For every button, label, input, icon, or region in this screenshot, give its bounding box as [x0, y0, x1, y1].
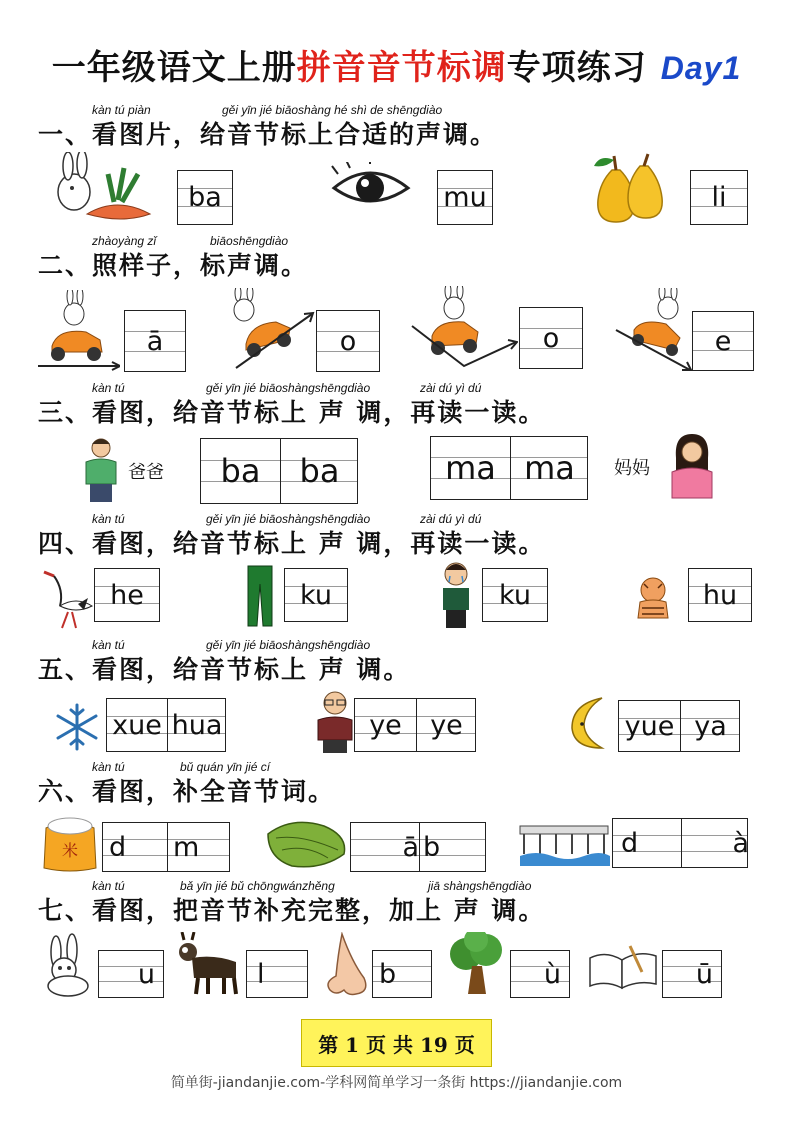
syllable-text: hu	[702, 579, 738, 611]
pinyin-zai-du: zài dú yì dú	[420, 381, 482, 395]
donkey-picture	[174, 932, 244, 998]
rabbit-picture	[34, 932, 98, 998]
syllable-pair-box[interactable]	[618, 700, 740, 752]
syllable-box[interactable]	[246, 950, 308, 998]
syllable-box[interactable]	[688, 568, 752, 622]
syllable-text: d	[109, 831, 127, 863]
bridge-picture	[516, 808, 612, 870]
nose-picture	[322, 932, 370, 1000]
syllable-box[interactable]	[662, 950, 722, 998]
syllable-box[interactable]	[94, 568, 160, 622]
label-mama: 妈妈	[614, 458, 650, 479]
syllable-text: ba	[220, 452, 261, 490]
syllable-text: d	[621, 827, 639, 859]
syllable-text: u	[137, 958, 155, 990]
tone-box[interactable]	[316, 310, 380, 372]
pinyin-end: jiā shàngshēngdiào	[428, 879, 532, 893]
rabbit-scooter-falling	[612, 288, 694, 372]
title-part1: 一年级语文上册	[51, 48, 297, 88]
grandpa-picture	[314, 690, 356, 754]
syllable-box[interactable]	[98, 950, 164, 998]
pinyin-rest: gěi yīn jié biāoshàng hé shì de shēngdiào	[222, 103, 443, 117]
syllable-text: l	[257, 958, 265, 990]
pants-picture	[246, 564, 274, 628]
syllable-box[interactable]	[284, 568, 348, 622]
syllable-pair-box[interactable]	[354, 698, 476, 752]
tone-text: o	[339, 325, 357, 357]
rice-bag-picture	[40, 812, 100, 874]
section-heading: 一、看图片，给音节标上合适的声调。	[38, 120, 498, 149]
rabbit-carrot-picture	[42, 152, 154, 224]
rice-char: 米	[62, 841, 79, 860]
syllable-pair-box[interactable]	[106, 698, 226, 752]
page-indicator: 第 1 页 共 19 页	[301, 1019, 492, 1067]
title-day: Day1	[660, 50, 742, 86]
tone-box[interactable]	[692, 311, 754, 371]
syllable-text: li	[711, 182, 727, 213]
syllable-text: m	[173, 831, 200, 863]
pinyin-middle: bǔ quán yīn jié cí	[180, 760, 271, 774]
syllable-box[interactable]	[437, 170, 493, 225]
syllable-text: ye	[430, 709, 463, 741]
syllable-text: mu	[443, 182, 487, 213]
tone-text: e	[714, 325, 732, 357]
syllable-text: ba	[299, 452, 340, 490]
page-title	[0, 40, 793, 89]
syllable-text: ye	[369, 709, 402, 741]
syllable-text: ku	[300, 579, 332, 611]
tone-text: o	[542, 322, 560, 354]
section-heading: 二、照样子，标声调。	[38, 251, 309, 280]
footer-watermark: 简单街-jiandanjie.com-学科网简单学习一条街 https://jiandanjie.com	[170, 1075, 623, 1091]
pinyin-zhaoyang: zhàoyàng zǐ	[92, 234, 157, 248]
rabbit-scooter-rising	[216, 288, 316, 372]
syllable-box[interactable]	[510, 950, 570, 998]
pinyin-middle: gěi yīn jié biāoshàngshēngdiào	[206, 512, 371, 526]
syllable-text: b	[379, 958, 397, 990]
title-highlight: 拼音音节标调	[296, 48, 507, 88]
section-heading: 三、看图，给音节标上 声 调，再读一读。	[38, 398, 546, 427]
syllable-text: ù	[543, 958, 561, 990]
snowflake-picture	[52, 702, 102, 752]
syllable-box[interactable]	[690, 170, 748, 225]
syllable-text: b	[423, 831, 441, 863]
tone-text: ā	[146, 325, 164, 357]
syllable-text: ma	[524, 449, 575, 487]
syllable-box[interactable]	[177, 170, 233, 225]
syllable-text: he	[110, 579, 144, 611]
father-picture	[80, 436, 122, 504]
pinyin-kan-tu: kàn tú	[92, 512, 125, 526]
rabbit-scooter-dip	[408, 286, 518, 372]
book-picture	[586, 942, 660, 992]
title-part3: 专项练习	[506, 48, 647, 88]
pinyin-kan-tu: kàn tú	[92, 760, 125, 774]
mother-picture	[668, 432, 716, 500]
syllable-text: ū	[695, 958, 713, 990]
syllable-text: ku	[499, 579, 531, 611]
syllable-text: xue	[112, 709, 162, 741]
syllable-pair-box[interactable]	[102, 822, 230, 872]
pinyin-middle: gěi yīn jié biāoshàngshēngdiào	[206, 381, 371, 395]
syllable-text: yue	[624, 710, 675, 742]
cabbage-picture	[262, 814, 350, 870]
tiger-picture	[630, 574, 676, 620]
tone-box[interactable]	[519, 307, 583, 369]
syllable-text: ā	[402, 831, 419, 863]
eye-picture	[330, 162, 412, 214]
pinyin-kan-tu: kàn tú	[92, 879, 125, 893]
syllable-pair-box[interactable]	[612, 818, 748, 868]
pinyin-kan-tu: kàn tú	[92, 638, 125, 652]
syllable-text: hua	[171, 709, 223, 741]
section-heading: 七、看图，把音节补充完整，加上 声 调。	[38, 896, 546, 925]
pinyin-middle: bǎ yīn jié bǔ chōngwánzhěng	[180, 879, 335, 893]
pinyin-kan-tu-pian: kàn tú piàn	[92, 103, 151, 117]
pinyin-zai-du: zài dú yì dú	[420, 512, 482, 526]
syllable-text: ma	[445, 449, 496, 487]
tree-picture	[446, 932, 508, 998]
syllable-box[interactable]	[482, 568, 548, 622]
syllable-box[interactable]	[372, 950, 432, 998]
crying-boy-picture	[438, 560, 474, 632]
tone-box[interactable]	[124, 310, 186, 372]
syllable-pair-box[interactable]	[430, 436, 588, 500]
pinyin-middle: gěi yīn jié biāoshàngshēngdiào	[206, 638, 371, 652]
moon-picture	[562, 694, 614, 750]
section-heading: 四、看图，给音节标上 声 调，再读一读。	[38, 529, 546, 558]
pinyin-kan-tu: kàn tú	[92, 381, 125, 395]
pinyin-biaoshengdiao: biāoshēngdiào	[210, 234, 289, 248]
crane-picture	[38, 566, 94, 630]
section-heading: 五、看图，给音节标上 声 调。	[38, 655, 411, 684]
syllable-text: ba	[188, 182, 222, 213]
pear-picture	[590, 152, 670, 224]
label-baba: 爸爸	[128, 462, 164, 483]
syllable-text: à	[732, 827, 749, 859]
section-heading: 六、看图，补全音节词。	[38, 777, 336, 806]
syllable-pair-box[interactable]	[200, 438, 358, 504]
syllable-pair-box[interactable]	[350, 822, 486, 872]
rabbit-scooter-flat	[38, 290, 120, 372]
syllable-text: ya	[694, 710, 727, 742]
